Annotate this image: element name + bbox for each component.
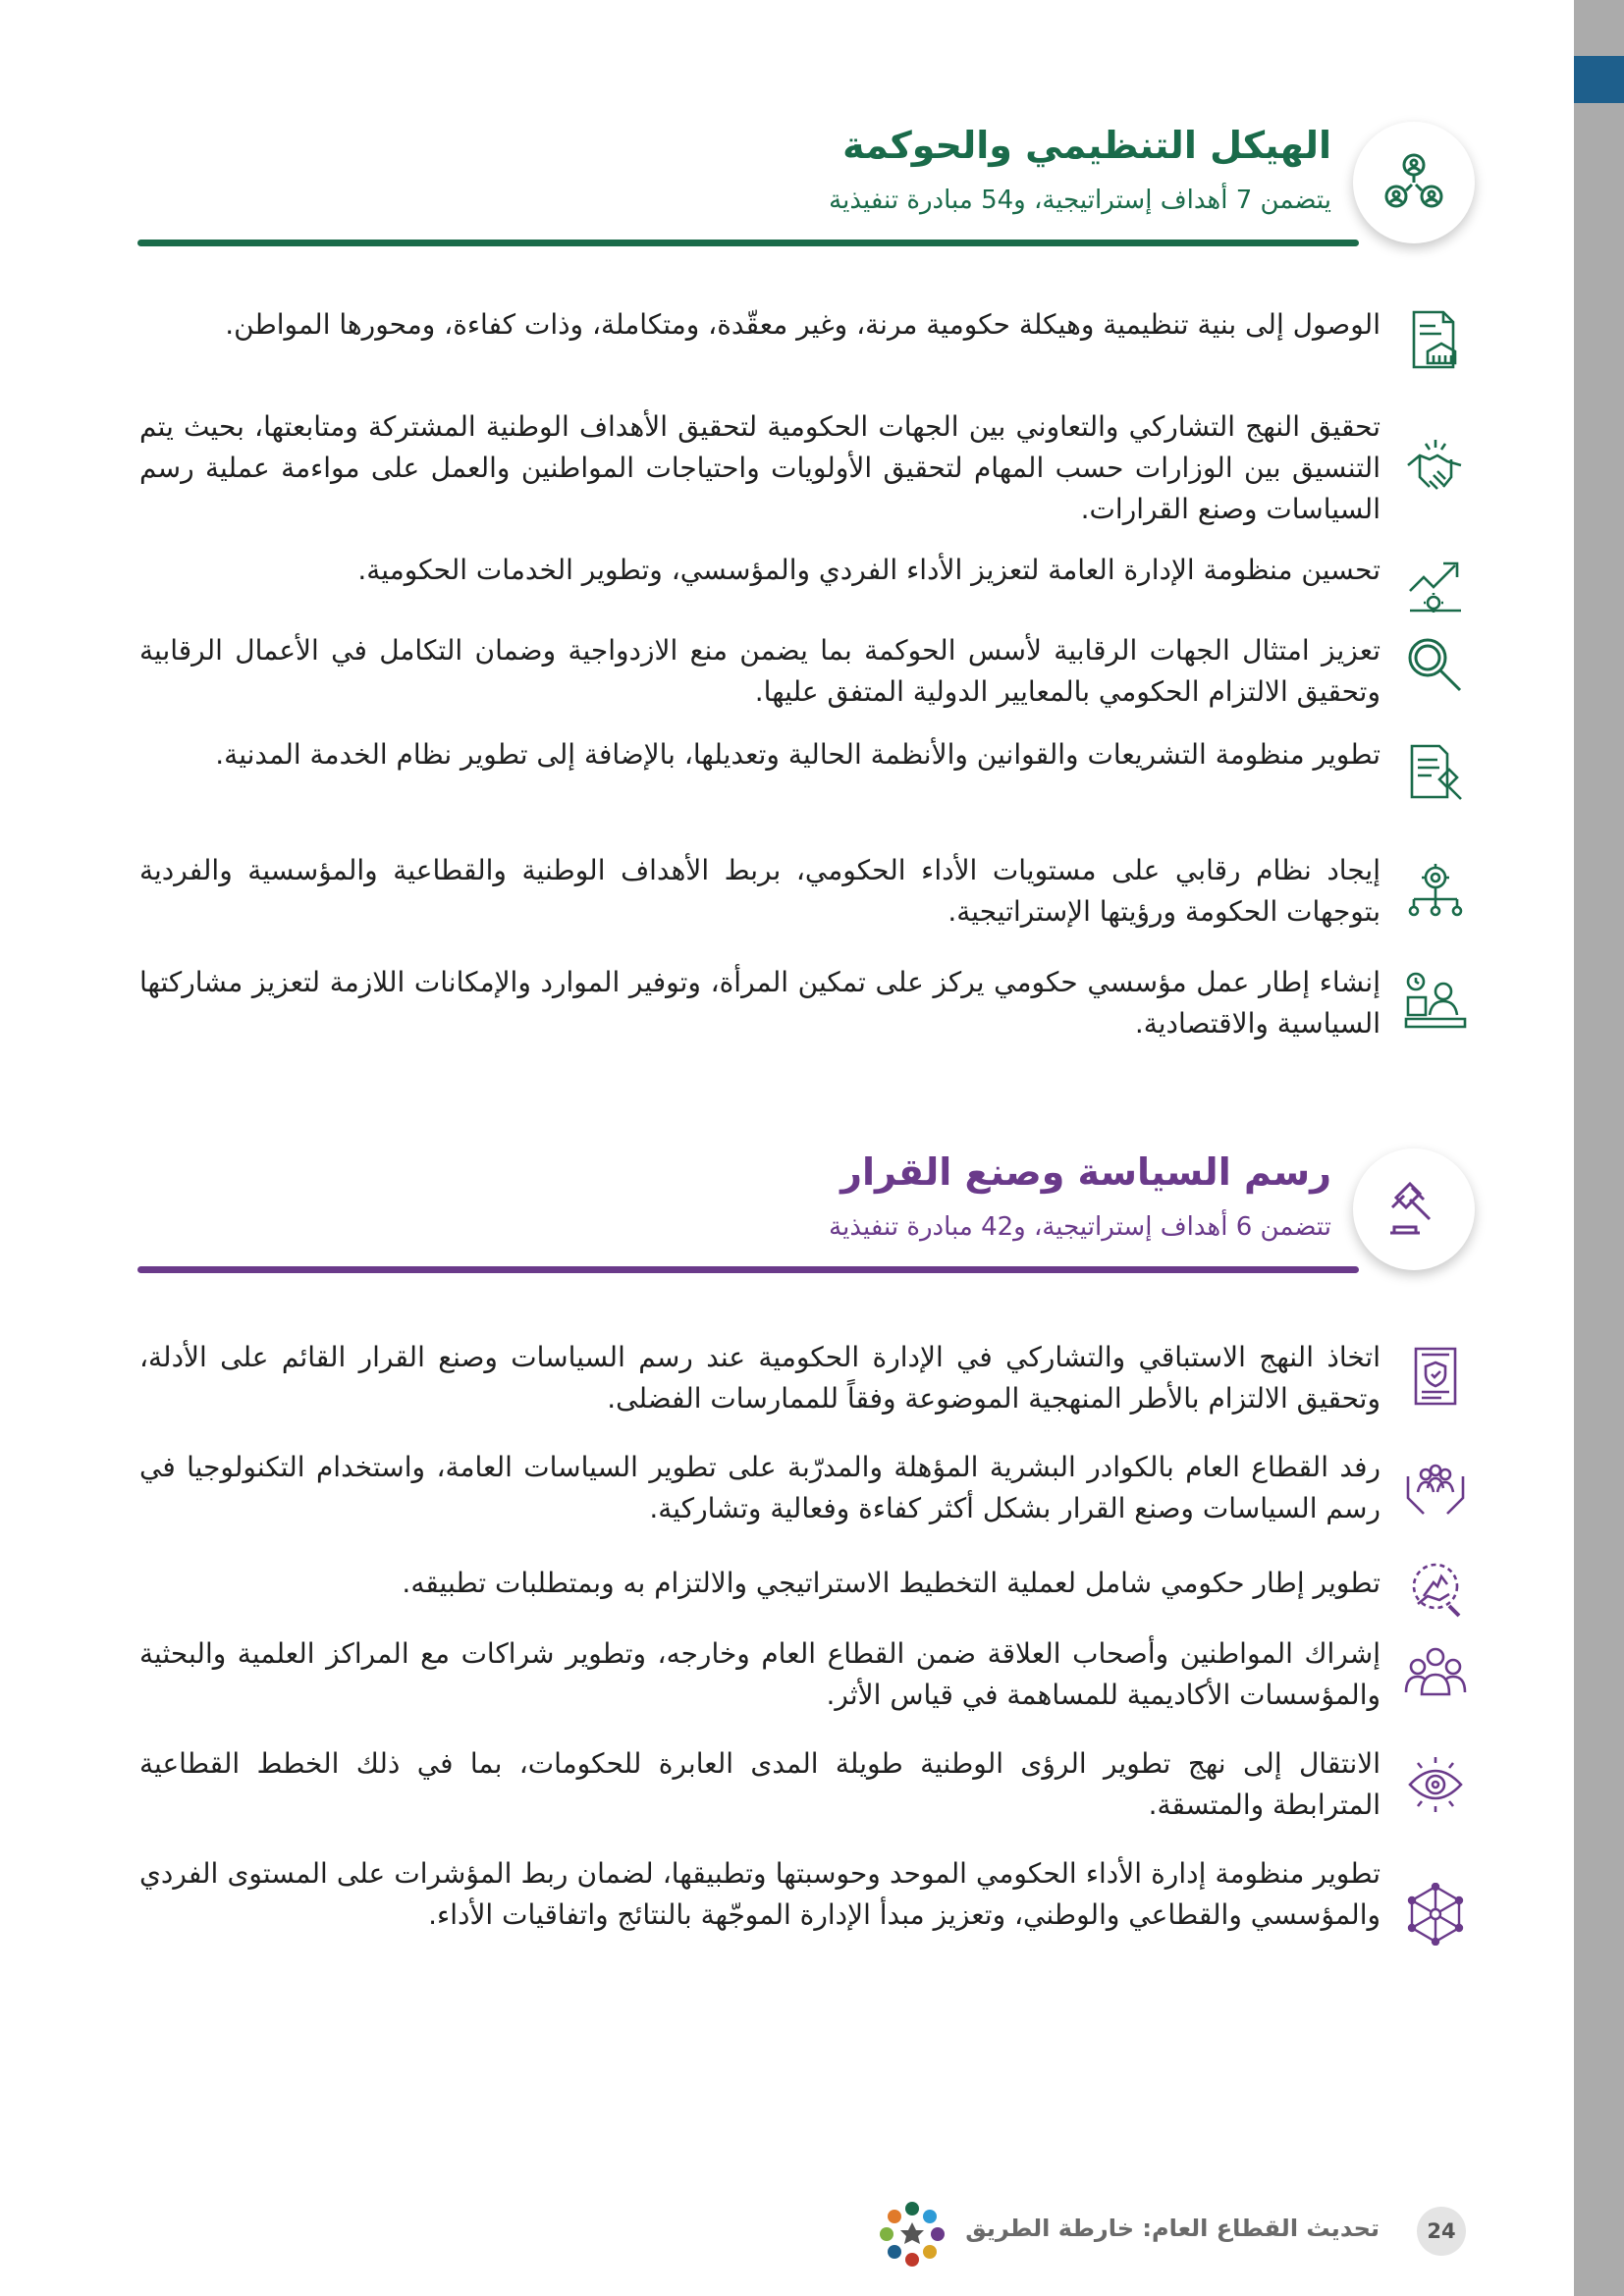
list-item: [139, 1853, 1467, 1979]
magnifier-icon: [1404, 634, 1467, 697]
list-item: [139, 1447, 1467, 1529]
list-item-text: إنشاء إطار عمل مؤسسي حكومي يركز على تمكين المرأة، وتوفير الموارد والإمكانات اللازمة لتعزيز مشاركتها السياسية والاقتصادية.: [139, 966, 1380, 1040]
list-item: [139, 1563, 1467, 1612]
legal-document-gavel-icon: [1404, 742, 1467, 805]
list-item-text: إيجاد نظام رقابي على مستويات الأداء الحكومي، بربط الأهداف الوطنية والقطاعية والمؤسسية والفردية بتوجهات الحكومة ورؤيتها الإستراتيجية.: [139, 854, 1380, 928]
side-tab-marker: [1574, 56, 1624, 103]
list-item-text: تحقيق النهج التشاركي والتعاوني بين الجهات الحكومية لتحقيق الأهداف الوطنية المشتركة ومتابعتها، بحيث يتم التنسيق بين الوزارات حسب المهام لتحقيق الأولويات واحتياجات المواطنين والعمل على مواءمة عملية رسم السياسات وصنع القرارات.: [139, 410, 1380, 525]
list-item: [139, 1633, 1467, 1716]
list-item: [139, 550, 1467, 614]
section-header-governance: [137, 122, 1475, 253]
list-item-text: تطوير منظومة إدارة الأداء الحكومي الموحد وحوسبتها وتطبيقها، لضمان ربط المؤشرات على المستوى الفردي والمؤسسي والقطاعي والوطني، وتعزيز مبدأ الإدارة الموجّهة بالنتائج واتفاقيات الأداء.: [139, 1857, 1380, 1931]
list-item: [139, 1743, 1467, 1826]
list-item-text: تعزيز امتثال الجهات الرقابية لأسس الحوكمة بما يضمن منع الازدواجية وضمان التكامل في الأعمال الرقابية وتحقيق الالتزام الحكومي بالمعايير الدولية المتفق عليها.: [139, 634, 1380, 708]
people-group-icon: [1404, 1643, 1467, 1706]
list-item-text: الانتقال إلى نهج تطوير الرؤى الوطنية طويلة المدى العابرة للحكومات، بما في ذلك الخطط القطاعية المترابطة والمتسقة.: [139, 1747, 1380, 1821]
section-header-policy: [137, 1148, 1475, 1280]
list-item-text: رفد القطاع العام بالكوادر البشرية المؤهلة والمدرّبة على تطوير السياسات العامة، واستخدام التكنولوجيا في رسم السياسات وصنع القرار بشكل أكثر كفاءة وفعالية وتشاركية.: [139, 1451, 1380, 1524]
network-globe-icon: [1404, 1883, 1467, 1946]
modernization-logo-icon: [873, 2195, 951, 2273]
section-subtitle: يتضمن 7 أهداف إستراتيجية، و54 مبادرة تنفيذية: [829, 186, 1331, 215]
list-item-text: الوصول إلى بنية تنظيمية وهيكلة حكومية مرنة، وغير معقّدة، ومتكاملة، وذات كفاءة، ومحورها المواطن.: [225, 308, 1380, 341]
certificate-document-icon: [1404, 1345, 1467, 1408]
list-item-text: تحسين منظومة الإدارة العامة لتعزيز الأداء الفردي والمؤسسي، وتطوير الخدمات الحكومية.: [357, 554, 1380, 586]
side-strip: [1574, 0, 1624, 2296]
list-item: [139, 734, 1467, 817]
eye-vision-icon: [1404, 1753, 1467, 1816]
section-title: الهيكل التنظيمي والحوكمة: [842, 124, 1331, 167]
hands-team-icon: [1404, 1457, 1467, 1520]
woman-workstation-icon: [1404, 970, 1467, 1033]
section-subtitle: تتضمن 6 أهداف إستراتيجية، و42 مبادرة تنفيذية: [829, 1212, 1331, 1242]
list-item: [139, 406, 1467, 530]
hand-target-icon: [1404, 1557, 1467, 1620]
gear-hierarchy-icon: [1404, 860, 1467, 923]
footer-title: تحديث القطاع العام: خارطة الطريق: [965, 2215, 1380, 2242]
gavel-icon: [1353, 1148, 1475, 1270]
document-building-icon: [1404, 308, 1467, 371]
list-item-text: تطوير منظومة التشريعات والقوانين والأنظمة الحالية وتعديلها، بالإضافة إلى تطوير نظام الخدمة المدنية.: [215, 738, 1380, 771]
section-divider: [137, 240, 1359, 246]
list-item: [139, 850, 1467, 933]
page-number: 24: [1417, 2207, 1466, 2256]
list-item-text: تطوير إطار حكومي شامل لعملية التخطيط الاستراتيجي والالتزام به وبمتطلبات تطبيقه.: [402, 1567, 1380, 1599]
handshake-icon: [1404, 436, 1467, 499]
list-item: [139, 962, 1467, 1044]
people-network-icon: [1353, 122, 1475, 243]
growth-arrow-icon: [1404, 552, 1467, 614]
list-item: [139, 304, 1467, 387]
section-title: رسم السياسة وصنع القرار: [840, 1150, 1331, 1194]
list-item-text: إشراك المواطنين وأصحاب العلاقة ضمن القطاع العام وخارجه، وتطوير شراكات مع المراكز العلمية والبحثية والمؤسسات الأكاديمية للمساهمة في قياس الأثر.: [139, 1637, 1380, 1711]
list-item: [139, 1337, 1467, 1419]
list-item: [139, 630, 1467, 713]
list-item-text: اتخاذ النهج الاستباقي والتشاركي في الإدارة الحكومية عند رسم السياسات وصنع القرار القائم على الأدلة، وتحقيق الالتزام بالأطر المنهجية الموضوعة وفقاً للممارسات الفضلى.: [139, 1341, 1380, 1415]
section-divider: [137, 1266, 1359, 1273]
